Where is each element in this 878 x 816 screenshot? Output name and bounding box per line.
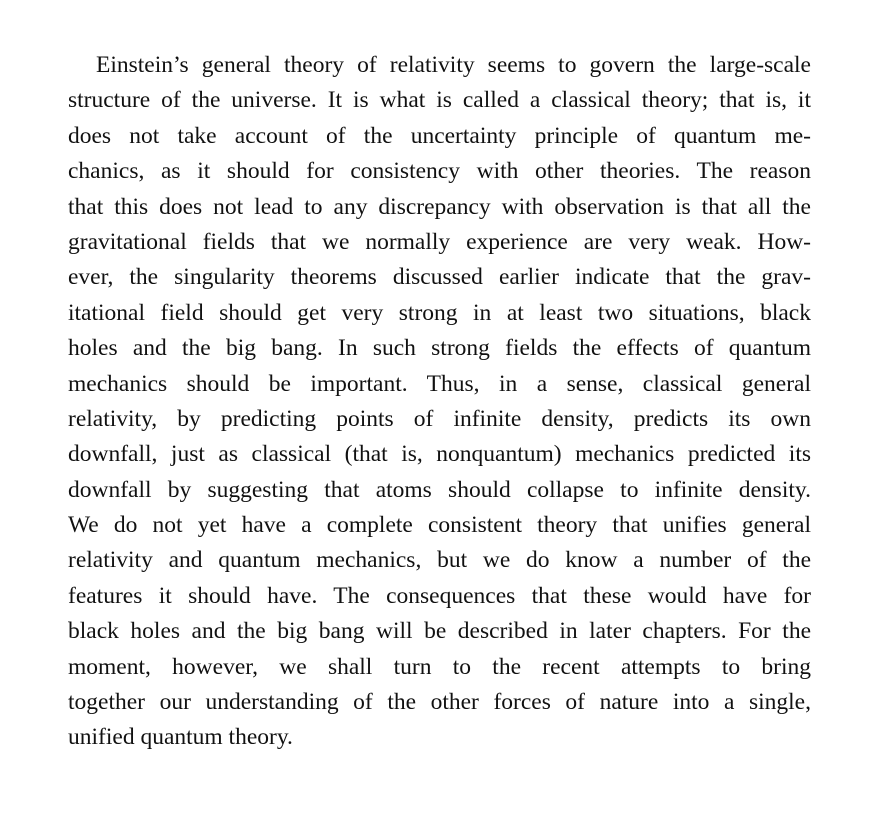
text-line-15: relativity and quantum mechanics, but we do know a number of the [68, 547, 811, 574]
text-line-9: holes and the big bang. In such strong fields the effects of quantum [68, 335, 811, 362]
text-line-18: moment, however, we shall turn to the recent attempts to bring [68, 653, 811, 680]
text-line-14: We do not yet have a complete consistent theory that unifies general [68, 512, 811, 539]
text-page [68, 48, 811, 756]
text-line-20: unified quantum theory. [68, 724, 293, 751]
text-line-2: structure of the universe. It is what is called a classical theory; that is, it [68, 87, 811, 114]
text-line-11: relativity, by predicting points of infinite density, predicts its own [68, 405, 811, 432]
body-paragraph [68, 48, 811, 756]
text-line-17: black holes and the big bang will be described in later chapters. For the [68, 618, 811, 645]
text-line-7: ever, the singularity theorems discussed earlier indicate that the grav- [68, 264, 811, 291]
text-line-13: downfall by suggesting that atoms should collapse to infinite density. [68, 476, 811, 503]
text-line-19: together our understanding of the other forces of nature into a single, [68, 689, 811, 716]
text-line-10: mechanics should be important. Thus, in a sense, classical general [68, 370, 811, 397]
text-line-8: itational field should get very strong in at least two situations, black [68, 299, 811, 326]
text-line-5: that this does not lead to any discrepancy with observation is that all the [68, 193, 811, 220]
text-line-3: does not take account of the uncertainty principle of quantum me- [68, 122, 811, 149]
text-line-4: chanics, as it should for consistency with other theories. The reason [68, 158, 811, 185]
text-line-12: downfall, just as classical (that is, nonquantum) mechanics predicted its [68, 441, 811, 468]
text-line-1: Einstein’s general theory of relativity seems to govern the large-scale [96, 52, 811, 78]
text-line-16: features it should have. The consequences that these would have for [68, 582, 811, 609]
text-line-6: gravitational fields that we normally experience are very weak. How- [68, 228, 811, 255]
